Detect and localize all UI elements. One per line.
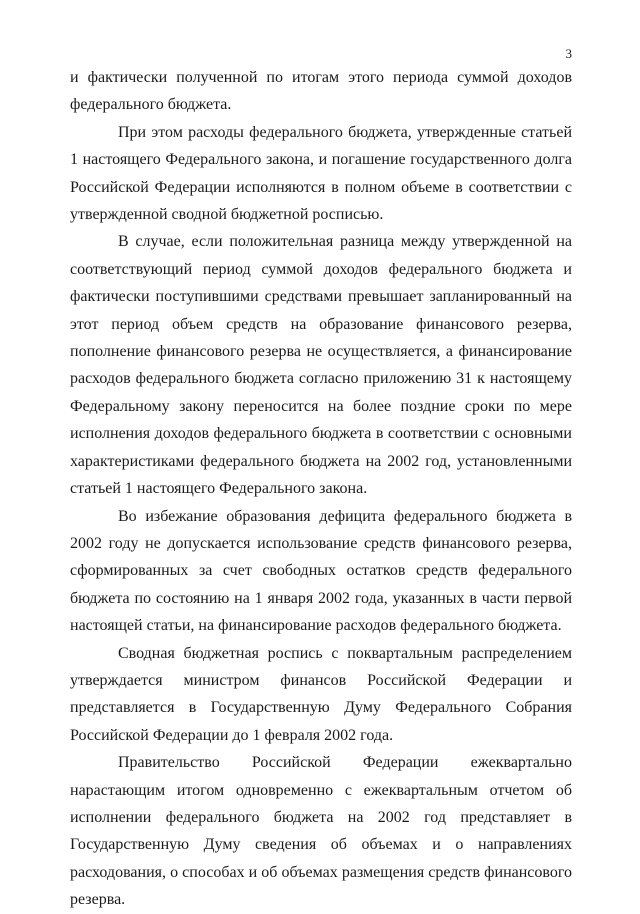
page-number: 3 (565, 46, 572, 61)
paragraph-expenses-repayment: При этом расходы федерального бюджета, утвержденные статьей 1 настоящего Федерального закона, и погашение государственного долга Российской Федерации исполняются в полном объеме в соответствии с утвержденной сводной бюджетной росписью. (70, 123, 572, 224)
paragraph-budget-schedule: Сводная бюджетная роспись с поквартальным распределением утверждается министром финансов Российской Федерации и представляется в Государственную Думу Федерального Собрания Российской Федерации до 1 февраля 2002 года. (70, 644, 572, 744)
paragraph-government-reporting: Правительство Российской Федерации ежеквартально нарастающим итогом одновременно с ежеквартальным отчетом об исполнении федерального бюджета на 2002 год представляет в Государственную Думу сведения об объемах и о направлениях расходования, о способах и об объемах размещения средств финансового резерва. (70, 754, 572, 909)
body-text (70, 64, 572, 914)
paragraph-deficit-prevention: Во избежание образования дефицита федерального бюджета в 2002 году не допускается использование средств финансового резерва, сформированных за счет свободных остатков средств федерального бюджета по состоянию на 1 января 2002 года, указанных в части первой настоящей статьи, на финансирование расходов федерального бюджета. (70, 507, 572, 635)
paragraph-positive-difference: В случае, если положительная разница между утвержденной на соответствующий период суммой доходов федерального бюджета и фактически поступившими средствами превышает запланированный на этот период объем средств на образование финансового резерва, пополнение финансового резерва не осуществляется, а финансирование расходов федерального бюджета согласно приложению 31 к настоящему Федеральному закону переносится на более поздние сроки по мере исполнения доходов федерального бюджета в соответствии с основными характеристиками федерального бюджета на 2002 год, установленными статьей 1 настоящего Федерального закона. (70, 233, 572, 498)
paragraph-continuation: и фактически полученной по итогам этого периода суммой доходов федерального бюджета. (70, 69, 572, 114)
